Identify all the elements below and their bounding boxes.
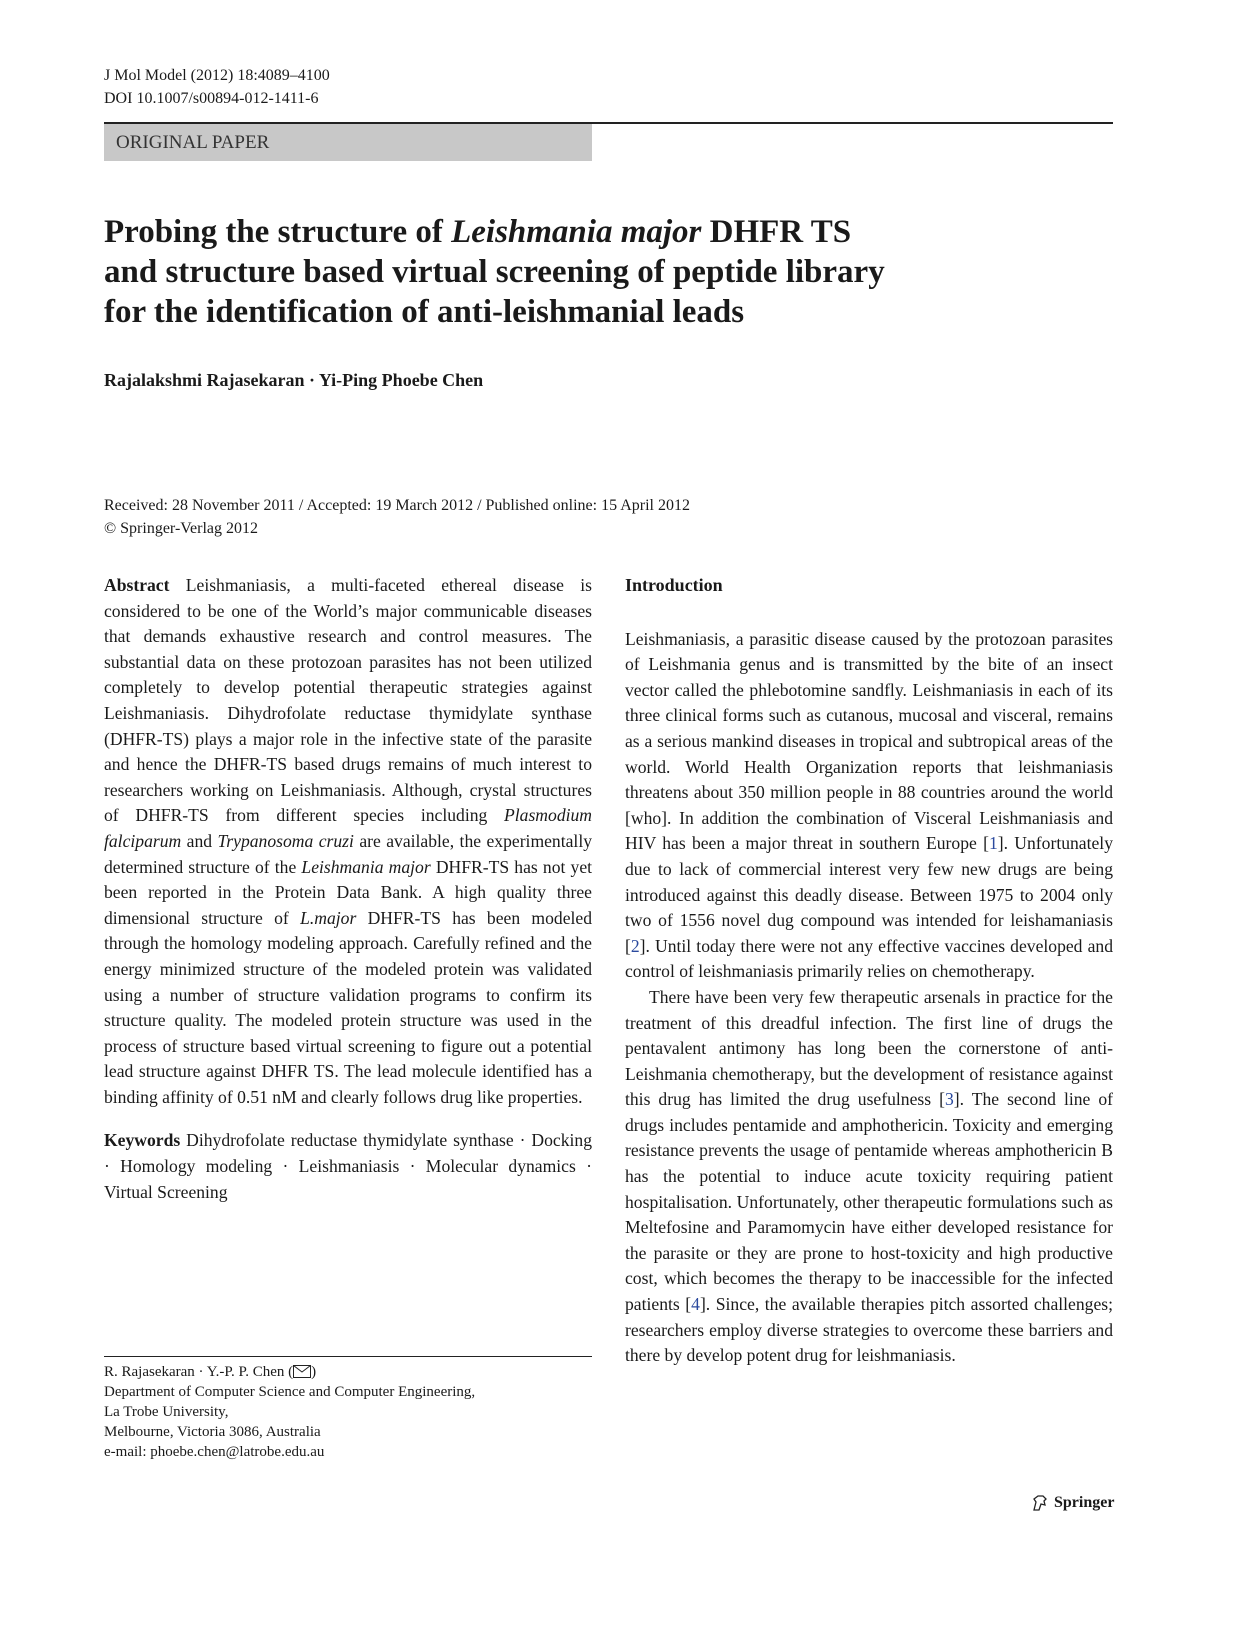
abstract-italic-1: Plasmodium falciparum bbox=[104, 805, 592, 851]
intro-p1-text-a: Leishmaniasis, a parasitic disease caused by the protozoan parasites of Leishmania genus and is transmitted by the bite of an insect vector called the phlebotomine sandfly. Leishmaniasis in each of its three clinical forms such as cutanous, mucosal and visceral, remains as a serious mankind diseases in tropical and subtropical areas of the world. World Health Organization reports that leishmaniasis threatens about 350 million people in 88 countries around the world [who]. In addition the combination of Visceral Leishmaniasis and HIV has been a major threat in southern Europe [ bbox=[625, 628, 1113, 854]
abstract-italic-2: Trypanosoma cruzi bbox=[217, 830, 354, 851]
authors: Rajalakshmi Rajasekaran · Yi-Ping Phoebe Chen bbox=[104, 370, 484, 390]
title-line3: for the identification of anti-leishmanial leads bbox=[104, 294, 745, 330]
title-italic: Leishmania major bbox=[451, 214, 702, 250]
intro-p2-text-b: ]. The second line of drugs includes pentamide and amphothericin. Toxicity and emerging resistance prevents the usage of pentamide whereas amphothericin B has the potential to induce acute toxicity requiring patient hospitalisation. Unfortunately, other therapeutic formulations such as Meltefosine and Paramomycin have either developed resistance for the parasite or they are prone to host-toxicity and high productive cost, which becomes the therapy to be inaccessible for the infected patients [ bbox=[625, 1089, 1114, 1315]
affiliation-names bbox=[104, 1362, 475, 1382]
publication-dates bbox=[104, 494, 690, 540]
intro-p1-text-b: ]. Unfortunately due to lack of commercial interest very few new drugs are being introduced against this deadly disease. Between 1975 to 2004 only two of 1556 novel dug compound was intended for leishamaniasis [ bbox=[625, 833, 1113, 956]
introduction-heading: Introduction bbox=[625, 575, 723, 595]
abstract-text-2: and bbox=[181, 830, 218, 851]
intro-paragraph-1 bbox=[625, 627, 1113, 985]
intro-p2-text-c: ]. Since, the available therapies pitch assorted challenges; researchers employ diverse strategies to overcome these barriers and there by develop potent drug for leishmaniasis. bbox=[625, 1294, 1113, 1366]
left-column bbox=[104, 573, 592, 1205]
ref-2[interactable]: 2 bbox=[630, 935, 640, 956]
paper-title bbox=[104, 212, 1104, 332]
ref-3[interactable]: 3 bbox=[944, 1089, 954, 1110]
abstract-text-4: DHFR-TS has not yet been reported in the Protein Data Bank. A high quality three dimensional structure of bbox=[104, 856, 593, 928]
abstract-text-1: Leishmaniasis, a multi-faceted ethereal disease is considered to be one of the World’s major communicable diseases that demands exhaustive research and control measures. The substantial data on these protozoan parasites has not been utilized completely to develop potential therapeutic strategies against Leishmaniasis. Dihydrofolate reductase thymidylate synthase (DHFR-TS) plays a major role in the infective state of the parasite and hence the DHFR-TS based drugs remains of much interest to researchers working on Leishmaniasis. Although, crystal structures of DHFR-TS from different species including bbox=[104, 575, 592, 826]
envelope-icon bbox=[293, 1365, 311, 1378]
university: La Trobe University, bbox=[104, 1404, 229, 1420]
department: Department of Computer Science and Computer Engineering, bbox=[104, 1384, 476, 1400]
email: e-mail: phoebe.chen@latrobe.edu.au bbox=[104, 1444, 325, 1460]
journal-header bbox=[104, 64, 330, 110]
article-type-banner: ORIGINAL PAPER bbox=[104, 124, 592, 161]
intro-p2-text-a: There have been very few therapeutic arsenals in practice for the treatment of this dreadful infection. The first line of drugs the pentavalent antimony has long been the cornerstone of anti-Leishmania chemotherapy, but the development of resistance against this drug has limited the drug usefulness [ bbox=[625, 986, 1113, 1110]
intro-p1-text-c: ]. Until today there were not any effective vaccines developed and control of leishmaniasis primarily relies on chemotherapy. bbox=[625, 935, 1113, 982]
title-part1: Probing the structure of bbox=[104, 214, 452, 250]
abstract-label: Abstract bbox=[104, 575, 170, 595]
copyright: © Springer-Verlag 2012 bbox=[104, 520, 259, 537]
doi: DOI 10.1007/s00894-012-1411-6 bbox=[104, 90, 319, 107]
keywords bbox=[104, 1128, 592, 1205]
author-names: R. Rajasekaran · Y.-P. P. Chen ( bbox=[104, 1364, 294, 1380]
right-column bbox=[625, 573, 1113, 1369]
publisher-name: Springer bbox=[1054, 1494, 1115, 1511]
received-dates: Received: 28 November 2011 / Accepted: 19 March 2012 / Published online: 15 April 2012 bbox=[104, 497, 690, 514]
footnote-rule bbox=[104, 1356, 592, 1357]
abstract-italic-4: L.major bbox=[300, 907, 357, 928]
keywords-text: Dihydrofolate reductase thymidylate synthase · Docking · Homology modeling · Leishmaniasis · Molecular dynamics · Virtual Screening bbox=[104, 1130, 592, 1202]
abstract bbox=[104, 573, 592, 1110]
springer-logo bbox=[1030, 1493, 1114, 1513]
ref-4[interactable]: 4 bbox=[691, 1294, 700, 1315]
keywords-label: Keywords bbox=[104, 1130, 181, 1151]
journal-citation: J Mol Model (2012) 18:4089–4100 bbox=[104, 67, 330, 84]
title-line2: and structure based virtual screening of peptide library bbox=[104, 254, 885, 290]
city: Melbourne, Victoria 3086, Australia bbox=[104, 1424, 321, 1440]
abstract-text-3: are available, the experimentally determined structure of the bbox=[104, 830, 592, 877]
abstract-italic-3: Leishmania major bbox=[301, 856, 431, 877]
ref-1[interactable]: 1 bbox=[988, 833, 998, 854]
title-part2: DHFR TS bbox=[701, 214, 852, 250]
affiliation bbox=[104, 1362, 475, 1462]
intro-paragraph-2 bbox=[625, 985, 1113, 1369]
abstract-text-5: DHFR-TS has been modeled through the homology modeling approach. Carefully refined and the energy minimized structure of the modeled protein was validated using a number of structure validation programs to confirm its structure quality. The modeled protein structure was used in the process of structure based virtual screening to figure out a potential lead structure against DHFR TS. The lead molecule identified has a binding affinity of 0.51 nM and clearly follows drug like properties. bbox=[104, 907, 593, 1107]
springer-horse-icon bbox=[1030, 1493, 1050, 1513]
author-names-end: ) bbox=[311, 1364, 317, 1380]
